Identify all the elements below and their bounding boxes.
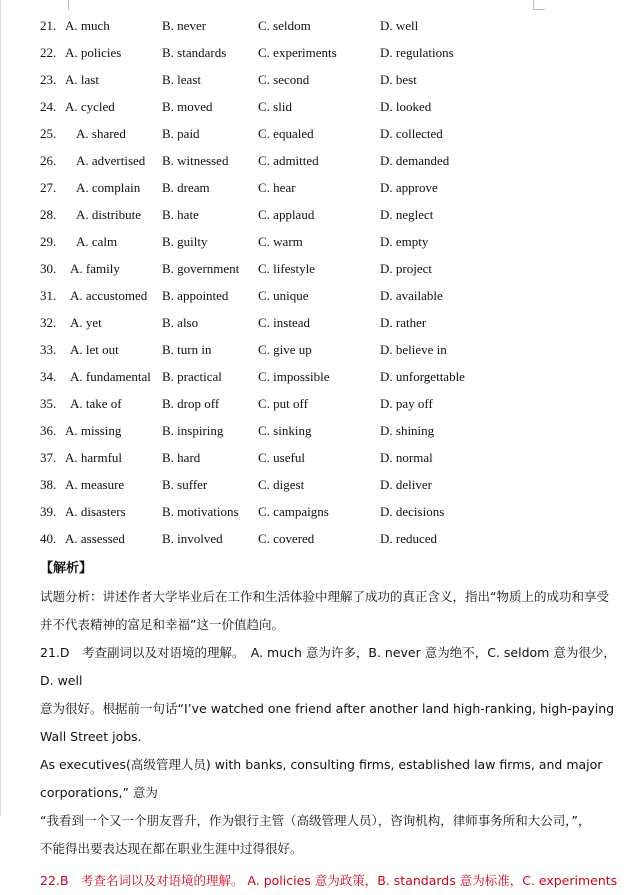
analysis-heading: 【解析】 [40, 561, 93, 576]
option-b: B. motivations [162, 504, 239, 519]
option-b: B. also [162, 315, 199, 330]
option-b: B. suffer [162, 477, 208, 492]
question-row [40, 498, 630, 525]
question-row [40, 336, 630, 363]
option-b: B. guilty [162, 234, 208, 249]
answer-21-line: “我看到一个又一个朋友晋升，作为银行主管（高级管理人员），咨询机构，律师事务所和大公司，”， [40, 813, 591, 828]
analysis-summary-line: 试题分析：讲述作者大学毕业后在工作和生活体验中理解了成功的真正含义，指出“物质上的成功和享受 [40, 589, 609, 604]
option-c: C. useful [258, 450, 305, 465]
option-b: B. practical [162, 369, 222, 384]
question-row [40, 12, 630, 39]
option-b: B. hate [162, 207, 199, 222]
question-row [40, 444, 630, 471]
question-number: 37. [40, 450, 57, 465]
option-c: C. experiments [258, 45, 337, 60]
answer-21-line: As executives(高级管理人员) with banks, consulting firms, established law firms, and major corporations,” 意为 [40, 757, 603, 800]
option-a: A. assessed [65, 531, 125, 546]
answer-21-line: 意为很好。根据前一句话“I’ve watched one friend after another land high-ranking, high-paying Wall Street jobs. [40, 701, 615, 744]
question-row [40, 201, 630, 228]
option-d: D. available [380, 288, 443, 303]
option-d: D. rather [380, 315, 427, 330]
option-a: A. take of [70, 396, 122, 411]
option-a: A. yet [70, 315, 102, 330]
question-row [40, 255, 630, 282]
question-number: 25. [40, 126, 57, 141]
question-number: 40. [40, 531, 57, 546]
question-number: 36. [40, 423, 57, 438]
option-d: D. empty [380, 234, 429, 249]
question-row [40, 228, 630, 255]
option-a: A. accustomed [70, 288, 148, 303]
option-a: A. missing [65, 423, 122, 438]
option-d: D. demanded [380, 153, 450, 168]
question-row [40, 66, 630, 93]
option-a: A. calm [76, 234, 118, 249]
option-c: C. second [258, 72, 310, 87]
question-row [40, 120, 630, 147]
option-a: A. harmful [65, 450, 123, 465]
question-number: 31. [40, 288, 57, 303]
option-b: B. involved [162, 531, 223, 546]
option-d: D. normal [380, 450, 433, 465]
margin-crop-mark [68, 0, 69, 10]
question-number: 29. [40, 234, 57, 249]
option-b: B. turn in [162, 342, 212, 357]
option-a: A. shared [76, 126, 126, 141]
option-a: A. cycled [65, 99, 115, 114]
question-row [40, 147, 630, 174]
option-c: C. slid [258, 99, 292, 114]
option-d: D. best [380, 72, 417, 87]
option-c: C. warm [258, 234, 303, 249]
option-b: B. dream [162, 180, 210, 195]
option-a: A. policies [65, 45, 122, 60]
option-a: A. measure [65, 477, 125, 492]
option-a: A. disasters [65, 504, 126, 519]
option-d: D. decisions [380, 504, 445, 519]
question-number: 22. [40, 45, 57, 60]
question-list [40, 12, 630, 552]
question-number: 24. [40, 99, 57, 114]
question-number: 28. [40, 207, 57, 222]
question-number: 35. [40, 396, 57, 411]
option-c: C. admitted [258, 153, 319, 168]
option-d: D. collected [380, 126, 443, 141]
option-c: C. campaigns [258, 504, 329, 519]
question-row [40, 174, 630, 201]
option-c: C. equaled [258, 126, 314, 141]
answer-21-line: 不能得出要表达现在都在职业生涯中过得很好。 [40, 841, 303, 856]
answer-21-line: 21.D 考查副词以及对语境的理解。 A. much 意为许多，B. never 意为绝不，C. seldom 意为很少，D. well [40, 645, 616, 688]
option-d: D. approve [380, 180, 438, 195]
question-number: 33. [40, 342, 57, 357]
option-b: B. appointed [162, 288, 229, 303]
option-b: B. hard [162, 450, 201, 465]
option-a: A. complain [76, 180, 141, 195]
question-number: 30. [40, 261, 57, 276]
answer-22-line: 22.B 考查名词以及对语境的理解。 A. policies 意为政策，B. standards 意为标准，C. experiments [40, 873, 618, 888]
option-d: D. well [380, 18, 419, 33]
question-row [40, 390, 630, 417]
question-row [40, 471, 630, 498]
question-row [40, 363, 630, 390]
option-c: C. applaud [258, 207, 315, 222]
option-a: A. advertised [76, 153, 146, 168]
analysis-summary-line: 并不代表精神的富足和幸福”这一价值趋向。 [40, 617, 284, 632]
option-d: D. deliver [380, 477, 432, 492]
option-d: D. shining [380, 423, 435, 438]
option-c: C. instead [258, 315, 310, 330]
option-b: B. drop off [162, 396, 220, 411]
question-number: 38. [40, 477, 57, 492]
option-a: A. much [65, 18, 110, 33]
option-d: D. project [380, 261, 432, 276]
option-c: C. lifestyle [258, 261, 316, 276]
option-c: C. covered [258, 531, 315, 546]
option-d: D. looked [380, 99, 432, 114]
option-d: D. believe in [380, 342, 447, 357]
option-a: A. family [70, 261, 120, 276]
option-c: C. impossible [258, 369, 330, 384]
option-c: C. sinking [258, 423, 312, 438]
option-c: C. digest [258, 477, 305, 492]
margin-crop-mark [533, 9, 545, 10]
option-b: B. inspiring [162, 423, 224, 438]
question-row [40, 525, 630, 552]
option-b: B. paid [162, 126, 200, 141]
question-number: 27. [40, 180, 57, 195]
question-row [40, 93, 630, 120]
option-b: B. government [162, 261, 240, 276]
option-c: C. unique [258, 288, 309, 303]
option-b: B. standards [162, 45, 227, 60]
question-number: 21. [40, 18, 57, 33]
option-d: D. neglect [380, 207, 434, 222]
option-b: B. least [162, 72, 201, 87]
question-row [40, 39, 630, 66]
question-row [40, 282, 630, 309]
option-c: C. put off [258, 396, 308, 411]
option-a: A. distribute [76, 207, 141, 222]
question-number: 39. [40, 504, 57, 519]
option-b: B. moved [162, 99, 213, 114]
analysis-section [40, 555, 620, 895]
question-number: 32. [40, 315, 57, 330]
question-number: 23. [40, 72, 57, 87]
option-b: B. never [162, 18, 207, 33]
option-c: C. seldom [258, 18, 311, 33]
option-a: A. fundamental [70, 369, 151, 384]
option-a: A. let out [70, 342, 119, 357]
option-d: D. regulations [380, 45, 454, 60]
option-d: D. unforgettable [380, 369, 465, 384]
option-a: A. last [65, 72, 99, 87]
question-row [40, 309, 630, 336]
option-c: C. hear [258, 180, 296, 195]
question-number: 34. [40, 369, 57, 384]
option-d: D. pay off [380, 396, 433, 411]
question-row [40, 417, 630, 444]
option-c: C. give up [258, 342, 312, 357]
question-number: 26. [40, 153, 57, 168]
option-d: D. reduced [380, 531, 438, 546]
option-b: B. witnessed [162, 153, 229, 168]
